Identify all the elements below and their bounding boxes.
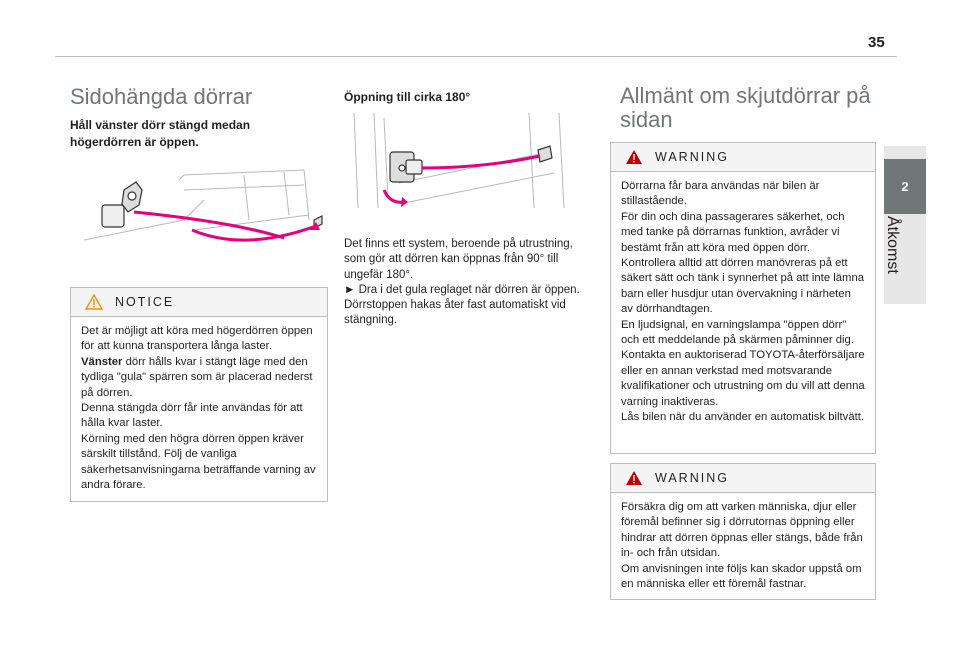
- chapter-tab-2[interactable]: 2: [884, 159, 926, 214]
- notice-text: Det är möjligt att köra med högerdörren öppen för att kunna transportera långa laster.: [81, 325, 313, 353]
- notice-text: Körning med den högra dörren öppen kräver särskilt tillstånd. Följ de vanliga säkerhetsanvisningarna beträffande varning av andra förare.: [81, 432, 316, 492]
- warning-title: WARNING: [655, 150, 729, 164]
- subsection-title-180: Öppning till cirka 180°: [344, 90, 471, 104]
- notice-body: [71, 317, 327, 493]
- notice-box: [70, 287, 328, 502]
- warning-text: Kontrollera alltid att dörren manövreras på ett säkert sätt och tänk i synnerhet på att inte lämna barn eller husdjur utan övervakning i närheten av dörrhandtagen.: [621, 257, 865, 316]
- warning-header: [611, 464, 875, 493]
- door-stop-illustration: [344, 108, 576, 218]
- warning-box-2: [610, 463, 876, 600]
- header-rule: [55, 56, 897, 57]
- warning-text: Lås bilen när du använder en automatisk biltvätt.: [621, 411, 865, 424]
- warning-box-1: [610, 142, 876, 454]
- instruction-step: ► Dra i det gula reglaget när dörren är öppen.: [344, 283, 580, 296]
- warning-body: [611, 493, 875, 592]
- warning-title: WARNING: [655, 471, 729, 485]
- notice-text-rest: dörr hålls kvar i stängt läge med den tydliga "gula" spärren som är placerad nederst på dörren.: [81, 355, 313, 399]
- notice-text: Denna stängda dörr får inte användas för att hålla kvar laster.: [81, 402, 303, 430]
- notice-bold: Vänster: [81, 355, 123, 368]
- warning-text: Dörrarna får bara användas när bilen är stillastående.: [621, 180, 820, 208]
- page-number: 35: [868, 34, 885, 51]
- notice-title: NOTICE: [115, 295, 175, 309]
- warning-triangle-icon: [625, 470, 643, 486]
- body-paragraph: Dörrstoppen hakas åter fast automatiskt vid stängning.: [344, 299, 566, 327]
- subsection-body: [344, 237, 594, 329]
- section-subtitle: Håll vänster dörr stängd medan högerdörren är öppen.: [70, 118, 251, 149]
- section-title-sliding-doors: Allmänt om skjutdörrar på sidan: [620, 83, 871, 132]
- warning-text: För din och dina passagerares säkerhet, och med tanke på dörrarnas funktion, avråder vi bestämt från att köra med öppen dörr.: [621, 210, 845, 254]
- notice-text: [81, 355, 317, 401]
- warning-header: [611, 143, 875, 172]
- section-title-side-doors: Sidohängda dörrar: [70, 84, 253, 109]
- warning-triangle-icon: [625, 149, 643, 165]
- warning-text: Försäkra dig om att varken människa, djur eller föremål befinner sig i dörrutornas öppning eller hindrar att dörren öppnas eller stängs, både från in- och från utsidan.: [621, 501, 863, 560]
- warning-text: Om anvisningen inte följs kan skador uppstå om en människa eller ett föremål fastnar.: [621, 562, 862, 591]
- chapter-label: [884, 216, 949, 296]
- notice-triangle-icon: [85, 294, 103, 310]
- warning-body: [611, 172, 875, 426]
- warning-text: En ljudsignal, en varningslampa "öppen dörr" och ett meddelande på skärmen påminner dig. Kontakta en auktoriserad TOYOTA-återförsäljare eller en annan verkstad med motsvarande kvalifikationer och utrustning om du vill att denna varning inaktiveras.: [621, 318, 865, 408]
- door-latch-illustration: [84, 160, 324, 252]
- notice-header: [71, 288, 327, 317]
- body-paragraph: Det finns ett system, beroende på utrustning, som gör att dörren kan öppnas från 90° till ungefär 180°.: [344, 238, 573, 281]
- chapter-label-text: Åtkomst: [884, 216, 901, 274]
